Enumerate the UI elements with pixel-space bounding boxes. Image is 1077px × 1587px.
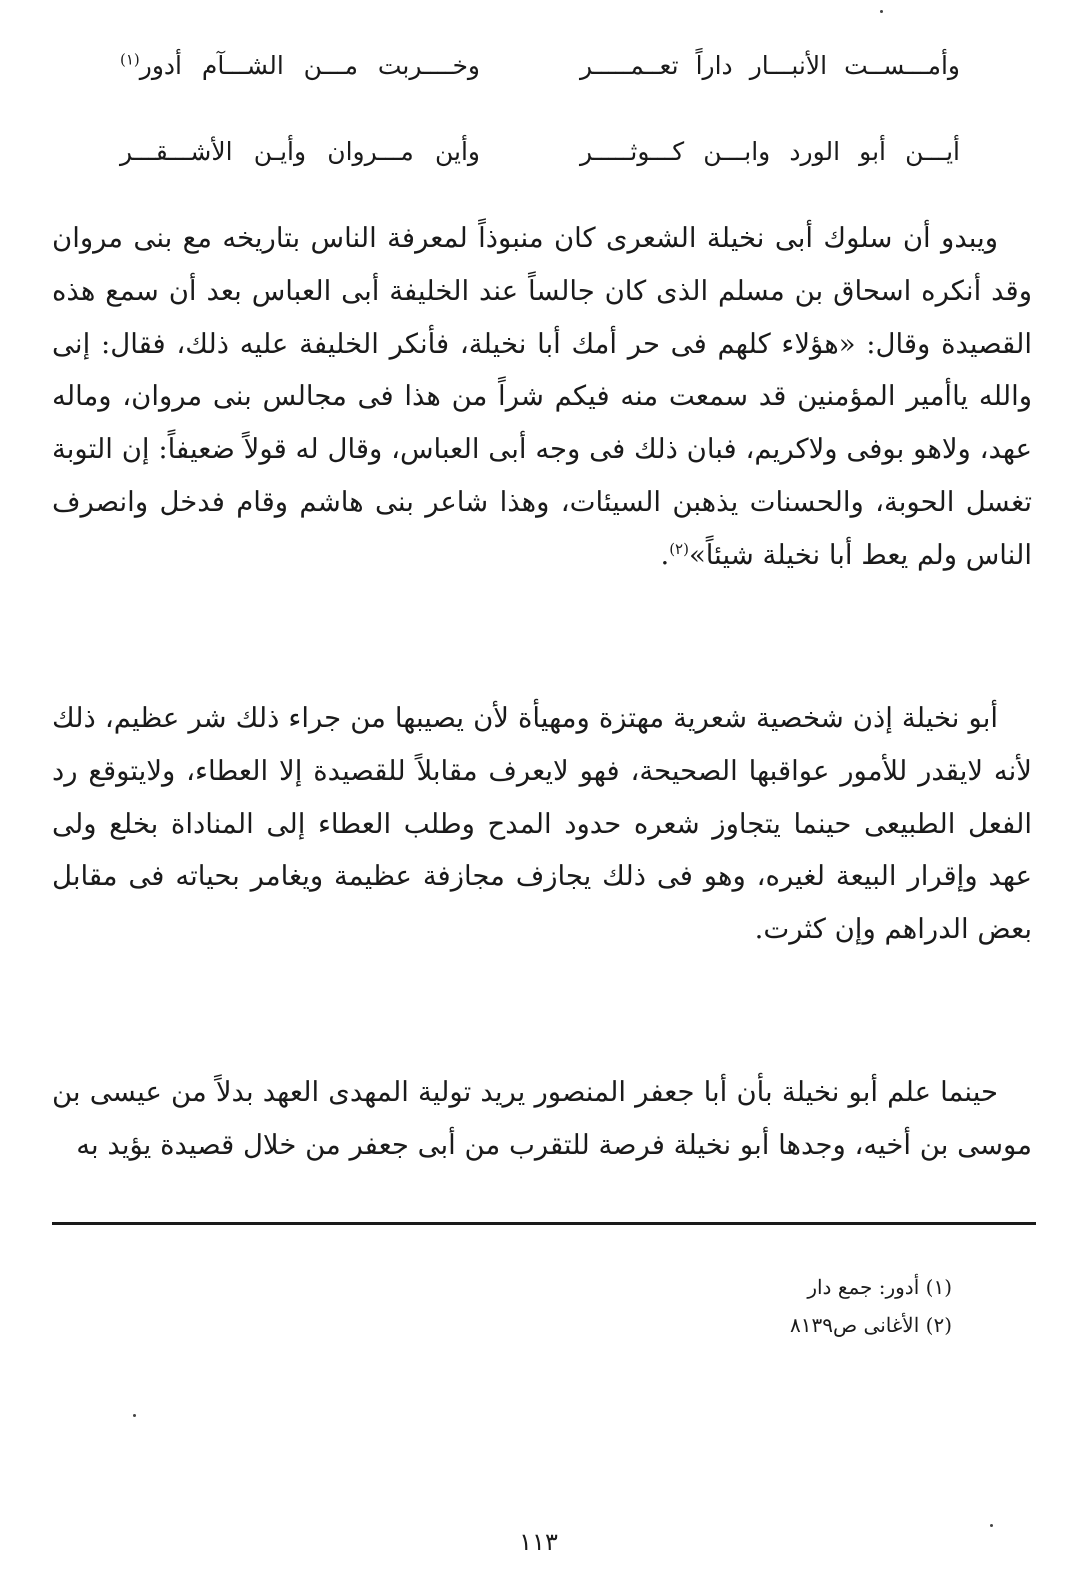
page-number: ١١٣	[519, 1528, 558, 1556]
footnote-ref-1: (١)	[120, 50, 140, 69]
verse-1-second-hemistich	[120, 40, 480, 92]
paragraph-1-text	[52, 212, 1032, 582]
paragraph-2-text: أبو نخيلة إذن شخصية شعرية مهتزة ومهيأة لأن يصيبها من جراء ذلك شر عظيم، ذلك لأنه لايقدر للأمور عواقبها الصحيحة، فهو لايعرف مقابلاً للقصيدة إلا العطاء، ولايتوقع رد الفعل الطبيعى حينما يتجاوز شعره حدود المدح وطلب العطاء إلى المناداة بخلع ولى عهد وإقرار البيعة لغيره، وهو فى ذلك يجازف مجازفة عظيمة ويغامر بحياته فى مقابل بعض الدراهم وإن كثرت.	[52, 702, 1032, 946]
footnote-1: (١) أدور: جمع دار	[807, 1275, 952, 1299]
verse-1-second-text: وخــــربت مـــن الشـــآم أدور	[139, 51, 480, 80]
footnote-2: (٢) الأغانى ص٨١٣٩	[790, 1313, 952, 1337]
paragraph-1-body: ويبدو أن سلوك أبى نخيلة الشعرى كان منبوذاً لمعرفة الناس بتاريخه مع بنى مروان وقد أنكره اسحاق بن مسلم الذى كان جالساً عند الخليفة أبى العباس بعد أن سمع هذه القصيدة وقال: «هؤلاء كلهم فى حر أمك أبا نخيلة، فأنكر الخليفة عليه ذلك، فقال: إنى والله ياأمير المؤمنين قد سمعت منه فيكم شراً من هذا فى مجالس بنى مروان، وماله عهد، ولاهو بوفى ولاكريم، فبان ذلك فى وجه أبى العباس، وقال له قولاً ضعيفاً: إن التوبة تغسل الحوبة، والحسنات يذهبن السيئات، وهذا شاعر بنى هاشم وقام فدخل وانصرف الناس ولم يعط أبا نخيلة شيئاً»	[52, 222, 1032, 571]
paragraph-3	[52, 1066, 1032, 1172]
scan-speck	[880, 10, 883, 13]
paragraph-2	[52, 692, 1032, 956]
footnote-ref-2: (٢)	[669, 539, 689, 558]
verse-2-first-hemistich: أيـــن أبو الورد وابـــن كـــوثـــــر	[580, 137, 960, 166]
verse-line-1	[120, 40, 960, 92]
paragraph-1	[52, 212, 1032, 582]
paragraph-3-text: حينما علم أبو نخيلة بأن أبا جعفر المنصور يريد تولية المهدى العهد بدلاً من عيسى بن موسى بن أخيه، وجدها أبو نخيلة فرصة للتقرب من أبى جعفر من خلال قصيدة يؤيد به	[52, 1076, 1032, 1161]
scan-speck	[990, 1524, 993, 1527]
verse-1-first-hemistich: وأمـــســت الأنبـــار داراً تعــمـــــر	[580, 51, 960, 80]
verse-line-2	[120, 126, 960, 178]
footnote-separator	[52, 1222, 1036, 1225]
footnotes	[352, 1268, 952, 1344]
verse-2-second-hemistich: وأين مـــروان وأيـن الأشـــقـــر	[120, 137, 480, 166]
paragraph-1-tail: .	[660, 538, 670, 571]
scan-speck	[133, 1414, 136, 1417]
